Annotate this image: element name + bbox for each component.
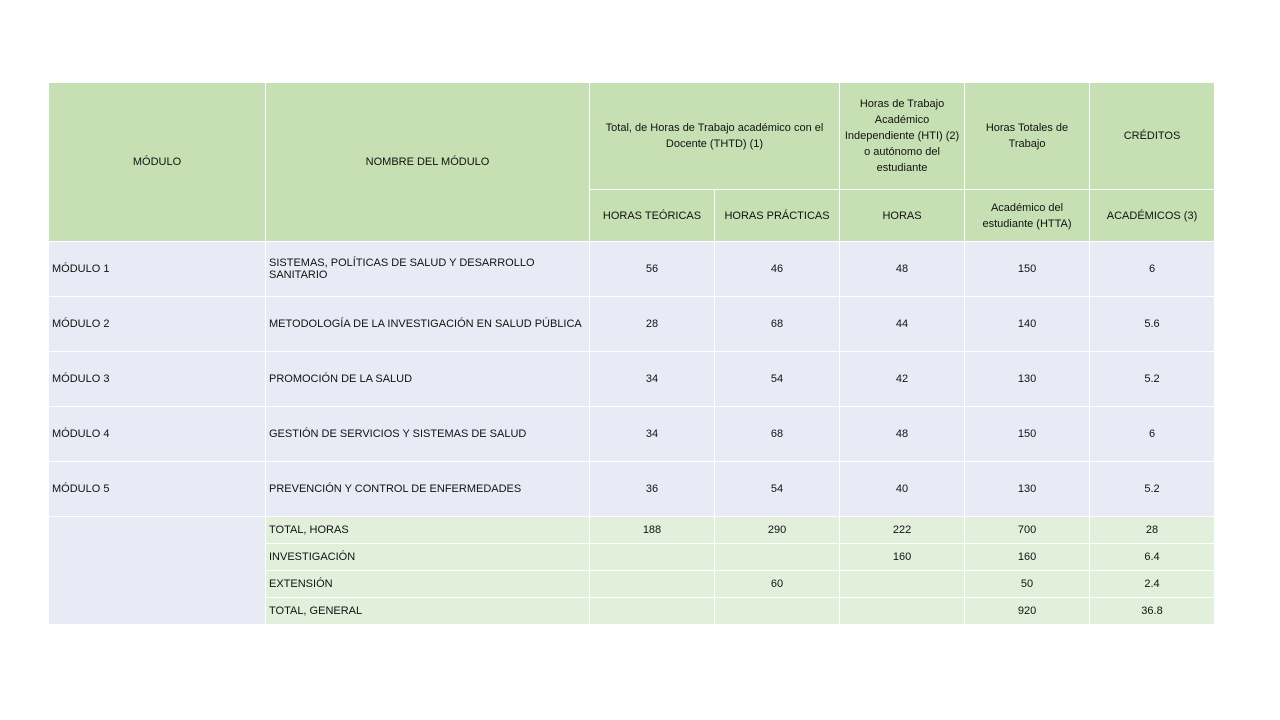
totals-practicas: 290: [715, 517, 840, 544]
totals-htta: 700: [965, 517, 1090, 544]
totals-hti: 222: [840, 517, 965, 544]
header-thtd: Total, de Horas de Trabajo académico con el Docente (THTD) (1): [590, 83, 840, 190]
row-modulo: MÓDULO 4: [49, 407, 266, 462]
row-practicas: 68: [715, 297, 840, 352]
row-hti: 48: [840, 242, 965, 297]
totals-teoricas: [590, 571, 715, 598]
row-hti: 48: [840, 407, 965, 462]
row-nombre: METODOLOGÍA DE LA INVESTIGACIÓN EN SALUD PÚBLICA: [266, 297, 590, 352]
row-practicas: 54: [715, 462, 840, 517]
totals-hti: [840, 571, 965, 598]
row-htta: 150: [965, 242, 1090, 297]
table-row: [49, 297, 1215, 352]
table-row: [49, 462, 1215, 517]
table-row: [49, 407, 1215, 462]
header-modulo: MÓDULO: [49, 83, 266, 242]
row-hti: 44: [840, 297, 965, 352]
header-teoricas: HORAS TEÓRICAS: [590, 190, 715, 242]
row-hti: 42: [840, 352, 965, 407]
row-nombre: SISTEMAS, POLÍTICAS DE SALUD Y DESARROLLO SANITARIO: [266, 242, 590, 297]
totals-practicas: [715, 598, 840, 625]
row-htta: 140: [965, 297, 1090, 352]
row-creditos: 5.2: [1090, 462, 1215, 517]
header-row-1: [49, 83, 1215, 190]
row-htta: 150: [965, 407, 1090, 462]
header-nombre: NOMBRE DEL MÓDULO: [266, 83, 590, 242]
totals-label: TOTAL, GENERAL: [266, 598, 590, 625]
row-nombre: PREVENCIÓN Y CONTROL DE ENFERMEDADES: [266, 462, 590, 517]
header-practicas: HORAS PRÁCTICAS: [715, 190, 840, 242]
row-hti: 40: [840, 462, 965, 517]
row-practicas: 54: [715, 352, 840, 407]
row-teoricas: 28: [590, 297, 715, 352]
totals-practicas: [715, 544, 840, 571]
row-teoricas: 56: [590, 242, 715, 297]
row-creditos: 6: [1090, 242, 1215, 297]
totals-label: INVESTIGACIÓN: [266, 544, 590, 571]
totals-creditos: 2.4: [1090, 571, 1215, 598]
table-row: [49, 242, 1215, 297]
totals-htta: 50: [965, 571, 1090, 598]
totals-hti: [840, 598, 965, 625]
row-modulo: MÓDULO 5: [49, 462, 266, 517]
totals-teoricas: [590, 544, 715, 571]
totals-blank-cell: [49, 517, 266, 625]
totals-label: TOTAL, HORAS: [266, 517, 590, 544]
totals-creditos: 36.8: [1090, 598, 1215, 625]
row-teoricas: 36: [590, 462, 715, 517]
row-modulo: MÓDULO 2: [49, 297, 266, 352]
row-practicas: 46: [715, 242, 840, 297]
totals-creditos: 28: [1090, 517, 1215, 544]
header-htta: Académico del estudiante (HTTA): [965, 190, 1090, 242]
row-nombre: PROMOCIÓN DE LA SALUD: [266, 352, 590, 407]
totals-practicas: 60: [715, 571, 840, 598]
row-creditos: 6: [1090, 407, 1215, 462]
totals-creditos: 6.4: [1090, 544, 1215, 571]
row-modulo: MÓDULO 1: [49, 242, 266, 297]
totals-label: EXTENSIÓN: [266, 571, 590, 598]
row-creditos: 5.2: [1090, 352, 1215, 407]
totals-teoricas: [590, 598, 715, 625]
table-row: [49, 352, 1215, 407]
header-hti: Horas de Trabajo Académico Independiente (HTI) (2) o autónomo del estudiante: [840, 83, 965, 190]
header-htt: Horas Totales de Trabajo: [965, 83, 1090, 190]
header-academicos: ACADÉMICOS (3): [1090, 190, 1215, 242]
row-teoricas: 34: [590, 352, 715, 407]
totals-hti: 160: [840, 544, 965, 571]
totals-htta: 160: [965, 544, 1090, 571]
totals-htta: 920: [965, 598, 1090, 625]
totals-row: [49, 517, 1215, 544]
row-nombre: GESTIÓN DE SERVICIOS Y SISTEMAS DE SALUD: [266, 407, 590, 462]
header-creditos: CRÉDITOS: [1090, 83, 1215, 190]
row-practicas: 68: [715, 407, 840, 462]
totals-teoricas: 188: [590, 517, 715, 544]
row-htta: 130: [965, 462, 1090, 517]
row-modulo: MÓDULO 3: [49, 352, 266, 407]
modules-table: [48, 82, 1215, 625]
header-horas: HORAS: [840, 190, 965, 242]
row-teoricas: 34: [590, 407, 715, 462]
row-creditos: 5.6: [1090, 297, 1215, 352]
row-htta: 130: [965, 352, 1090, 407]
